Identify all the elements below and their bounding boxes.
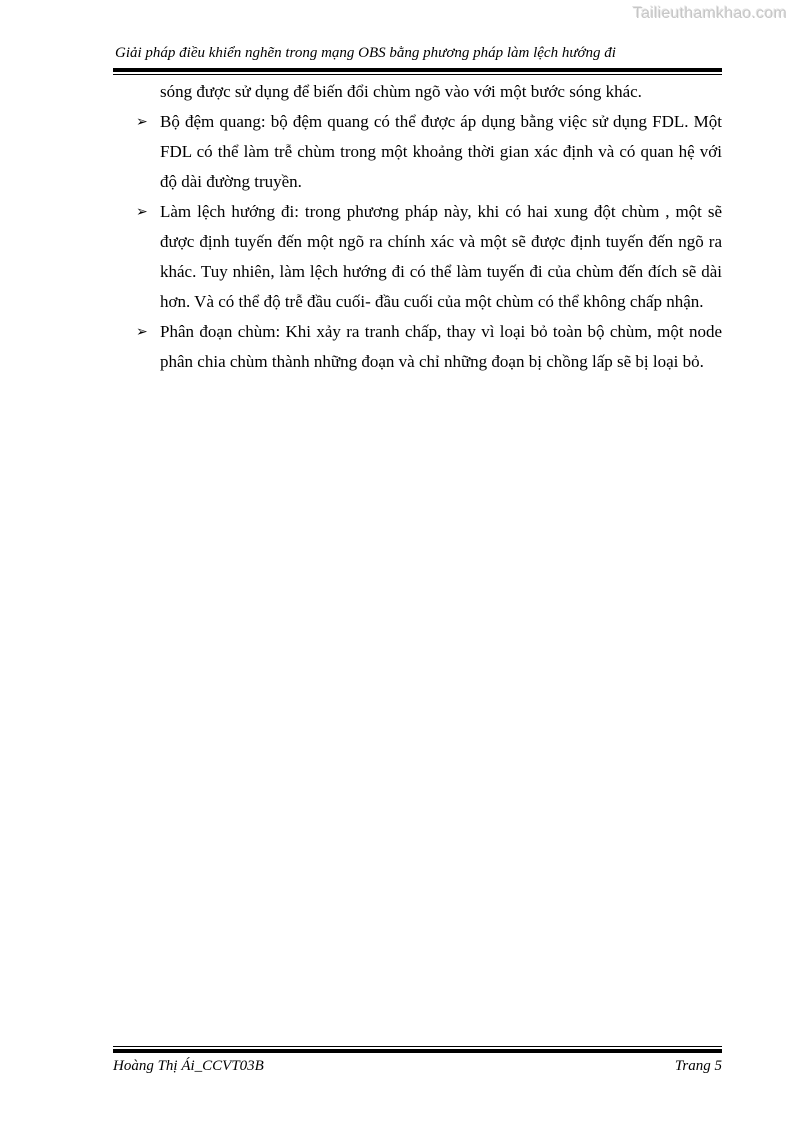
page-header	[113, 44, 722, 75]
document-body	[113, 77, 722, 377]
watermark-text: Tailieuthamkhao.com	[632, 5, 787, 22]
list-item-text: Bộ đệm quang: bộ đệm quang có thể được áp dụng bằng việc sử dụng FDL. Một FDL có thể làm trễ chùm trong một khoảng thời gian xác định và có quan hệ với độ dài đường truyền.	[160, 112, 722, 191]
bullet-arrow-icon: ➢	[136, 324, 148, 340]
bullet-arrow-icon: ➢	[136, 114, 148, 130]
header-rule	[113, 68, 722, 75]
footer-author: Hoàng Thị Ái_CCVT03B	[113, 1058, 264, 1074]
list-item	[113, 107, 722, 197]
list-item	[113, 317, 722, 377]
paragraph-continuation: sóng được sử dụng để biến đổi chùm ngõ vào với một bước sóng khác.	[160, 82, 642, 101]
header-title: Giải pháp điều khiển nghẽn trong mạng OBS bằng phương pháp làm lệch hướng đi	[115, 45, 616, 61]
page-footer	[113, 1046, 722, 1075]
bullet-arrow-icon: ➢	[136, 204, 148, 220]
list-item	[113, 197, 722, 317]
footer-page-number: Trang 5	[674, 1058, 722, 1074]
footer-rule	[113, 1046, 722, 1053]
footer-row	[113, 1058, 722, 1075]
list-item-text: Phân đoạn chùm: Khi xảy ra tranh chấp, thay vì loại bỏ toàn bộ chùm, một node phân chia chùm thành những đoạn và chỉ những đoạn bị chồng lấp sẽ bị loại bỏ.	[160, 322, 722, 371]
list-item-text: Làm lệch hướng đi: trong phương pháp này, khi có hai xung đột chùm , một sẽ được định tuyến đến một ngõ ra chính xác và một sẽ được định tuyến đến ngõ ra khác. Tuy nhiên, làm lệch hướng đi có thể làm tuyến đi của chùm đến đích sẽ dài hơn. Và có thể độ trễ đầu cuối- đầu cuối của một chùm có thể không chấp nhận.	[160, 202, 722, 311]
